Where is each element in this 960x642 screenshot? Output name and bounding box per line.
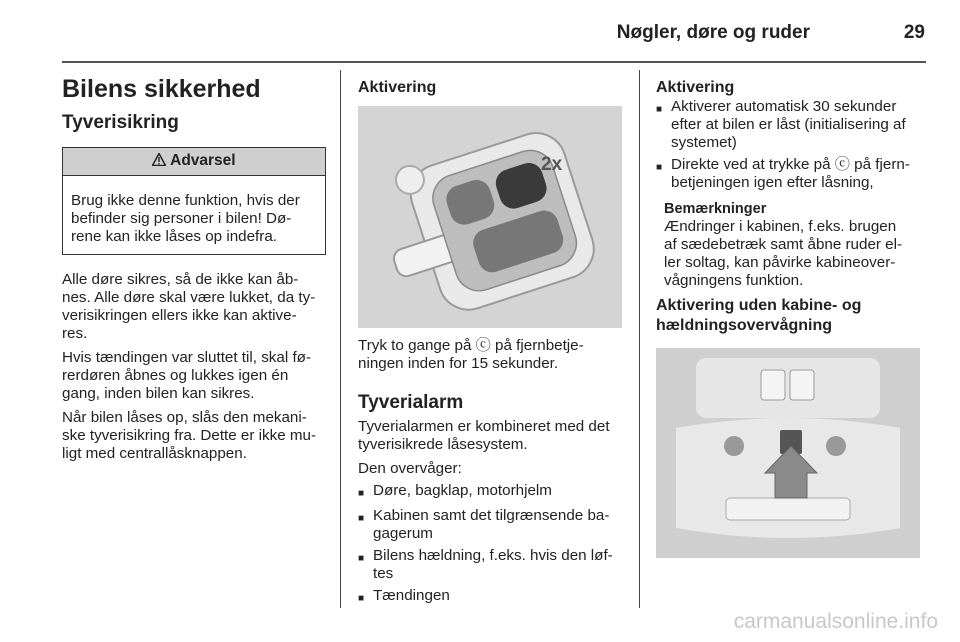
watermark: carmanualsonline.info — [733, 610, 938, 633]
activation-heading: Aktivering — [358, 79, 437, 96]
bullet-icon: ■ — [656, 104, 663, 115]
monitored-list — [358, 482, 626, 608]
alarm-heading: Tyverialarm — [358, 392, 464, 413]
warning-title: Advarsel — [170, 152, 236, 169]
warning-header — [63, 148, 325, 176]
paragraph-alarm — [358, 418, 626, 454]
note-title: Bemærkninger — [664, 201, 767, 217]
text-line: tyverisikrede låsesystem. — [358, 436, 528, 453]
text-line: ningen inden for 15 sekunder. — [358, 355, 559, 372]
warning-line: rene kan ikke låses op indefra. — [71, 228, 277, 245]
text-line: ler soltag, kan påvirke kabineover- — [664, 254, 896, 271]
bullet-icon: ■ — [358, 488, 365, 499]
list-item — [656, 98, 926, 152]
note-block — [656, 200, 926, 290]
list-item — [358, 507, 626, 543]
activation-without-monitoring-heading — [656, 296, 926, 336]
bullet-icon: ■ — [358, 553, 365, 564]
column-divider-2 — [639, 70, 640, 608]
text-line: Tyverialarmen er kombineret med det — [358, 418, 610, 435]
bullet-icon: ■ — [656, 162, 663, 173]
remote-key-illustration — [358, 106, 622, 328]
warning-line: befinder sig personer i bilen! Dø- — [71, 210, 292, 227]
text-line: Når bilen låses op, slås den mekani- — [62, 409, 307, 426]
remote-key-drawing — [358, 106, 622, 328]
heading-line: hældningsovervågning — [656, 317, 833, 334]
subsection-title: Tyverisikring — [62, 112, 179, 133]
list-item — [358, 547, 626, 583]
list-item — [656, 156, 926, 192]
text-line: ske tyverisikring fra. Dette er ikke mu- — [62, 427, 317, 444]
right-column — [656, 74, 926, 336]
left-column — [62, 74, 326, 463]
list-item-text: Aktiverer automatisk 30 sekunder efter at bilen er låst (initialisering af systemet) — [671, 98, 906, 151]
warning-triangle-icon — [152, 152, 170, 169]
press-count-label: 2x — [541, 154, 563, 175]
ceiling-console-drawing — [656, 348, 920, 558]
middle-column-lower — [358, 337, 626, 608]
list-item-text: Døre, bagklap, motorhjelm — [373, 482, 552, 499]
list-item — [358, 587, 626, 608]
paragraph-unlock — [62, 409, 326, 463]
page-number: 29 — [903, 22, 925, 43]
list-item-text: Tændingen — [373, 587, 450, 604]
bullet-icon: ■ — [358, 593, 365, 604]
list-item-text: Direkte ved at trykke på ⓒ på fjern- betjeningen igen efter låsning, — [671, 156, 910, 191]
text-line: nes. Alle døre skal være lukket, da ty- — [62, 289, 316, 306]
header-title: Nøgler, døre og ruder — [616, 22, 810, 43]
middle-column — [358, 74, 626, 98]
text-line: af sædebetræk samt åbne ruder el- — [664, 236, 903, 253]
bullet-icon: ■ — [358, 513, 365, 524]
list-item — [358, 482, 626, 503]
text-line: Ændringer i kabinen, f.eks. brugen — [664, 218, 897, 235]
text-line: verisikringen ellers ikke kan aktive- — [62, 307, 297, 324]
text-line: gang, inden bilen kan sikres. — [62, 385, 255, 402]
text-line: Alle døre sikres, så de ikke kan åb- — [62, 271, 299, 288]
warning-line: Brug ikke denne funktion, hvis der — [71, 192, 300, 209]
text-line: res. — [62, 325, 88, 342]
warning-box — [62, 147, 326, 255]
heading-line: Aktivering uden kabine- og — [656, 297, 862, 314]
text-line: vågningens funktion. — [664, 272, 804, 289]
column-divider-1 — [340, 70, 341, 608]
text-line: ligt med centrallåsknappen. — [62, 445, 247, 462]
list-item-text: Bilens hældning, f.eks. hvis den løf- tes — [373, 547, 613, 582]
text-line: rerdøren åbnes og lukkes igen én — [62, 367, 289, 384]
ceiling-console-illustration — [656, 348, 920, 558]
warning-body — [63, 176, 325, 254]
activation-heading-right: Aktivering — [656, 79, 735, 96]
text-line: Hvis tændingen var sluttet til, skal fø- — [62, 349, 311, 366]
text-line: Tryk to gange på ⓒ på fjernbetje- — [358, 337, 584, 354]
paragraph-doors-secured — [62, 271, 326, 343]
monitors-intro: Den overvåger: — [358, 460, 462, 477]
paragraph-ignition — [62, 349, 326, 403]
list-item-text: Kabinen samt det tilgrænsende ba- gagerum — [373, 507, 610, 542]
section-title: Bilens sikkerhed — [62, 75, 261, 103]
header-rule — [62, 61, 926, 63]
